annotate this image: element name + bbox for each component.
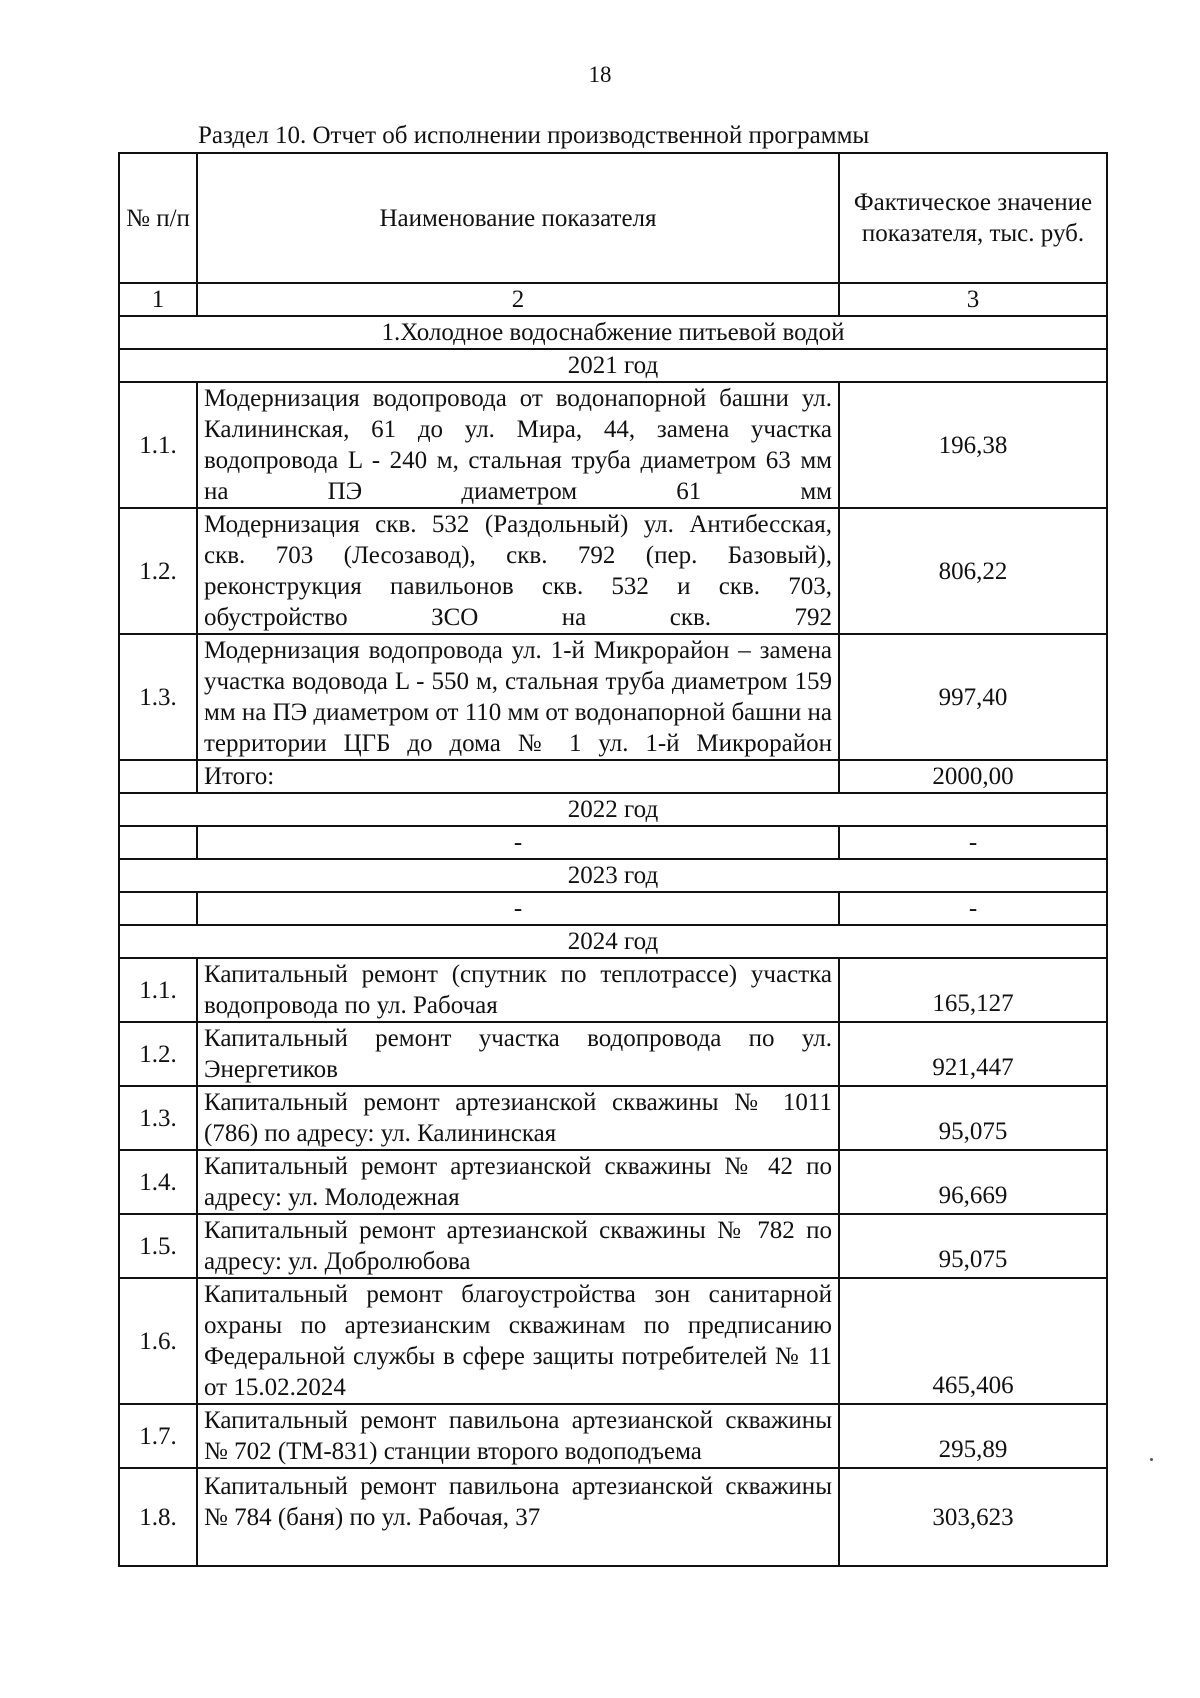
row-value: 295,89 <box>839 1404 1107 1468</box>
table-row <box>119 1150 1107 1214</box>
row-number: 1.1. <box>119 382 197 508</box>
table-row <box>119 634 1107 760</box>
row-number: 1.7. <box>119 1404 197 1468</box>
header-name-column: Наименование показателя <box>197 153 839 283</box>
row-value-dash: - <box>839 826 1107 859</box>
table-row <box>119 958 1107 1022</box>
table-row <box>119 1468 1107 1566</box>
row-number: 1.8. <box>119 1468 197 1566</box>
row-number-empty <box>119 760 197 793</box>
row-name: Капитальный ремонт павильона артезианской скважины № 702 (ТМ-831) станции второго водоподъема <box>197 1404 839 1468</box>
row-name-dash: - <box>197 892 839 925</box>
section-title: Раздел 10. Отчет об исполнении производственной программы <box>198 122 870 149</box>
row-value: 806,22 <box>839 508 1107 634</box>
scan-speck <box>1150 1458 1153 1461</box>
row-value: 921,447 <box>839 1022 1107 1086</box>
year-row-2021 <box>119 349 1107 382</box>
section-heading: 1.Холодное водоснабжение питьевой водой <box>119 316 1107 349</box>
row-value: 96,669 <box>839 1150 1107 1214</box>
row-number: 1.5. <box>119 1214 197 1278</box>
table-row <box>119 1404 1107 1468</box>
row-number: 1.3. <box>119 1086 197 1150</box>
header-value-column: Фактическое значение показателя, тыс. руб. <box>839 153 1107 283</box>
column-number-row <box>119 283 1107 316</box>
total-value: 2000,00 <box>839 760 1107 793</box>
row-name: Капитальный ремонт павильона артезианской скважины № 784 (баня) по ул. Рабочая, 37 <box>197 1468 839 1566</box>
empty-row-2022 <box>119 826 1107 859</box>
column-number-2: 2 <box>197 283 839 316</box>
row-value: 303,623 <box>839 1468 1107 1566</box>
row-name-dash: - <box>197 826 839 859</box>
table-row <box>119 382 1107 508</box>
table-row <box>119 508 1107 634</box>
year-label-2023: 2023 год <box>119 859 1107 892</box>
row-value: 196,38 <box>839 382 1107 508</box>
table-row <box>119 1086 1107 1150</box>
empty-row-2023 <box>119 892 1107 925</box>
table-row <box>119 1022 1107 1086</box>
row-name: Капитальный ремонт благоустройства зон санитарной охраны по артезианским скважинам по предписанию Федеральной службы в сфере защиты потребителей № 11 от 15.02.2024 <box>197 1278 839 1404</box>
row-number: 1.6. <box>119 1278 197 1404</box>
row-value: 465,406 <box>839 1278 1107 1404</box>
section-heading-row <box>119 316 1107 349</box>
total-label: Итого: <box>197 760 839 793</box>
row-value: 165,127 <box>839 958 1107 1022</box>
row-number: 1.1. <box>119 958 197 1022</box>
row-name: Модернизация скв. 532 (Раздольный) ул. Антибесская, скв. 703 (Лесозавод), скв. 792 (пер. Базовый), реконструкция павильонов скв. 532 и скв. 703, обустройство ЗСО на скв. 792 <box>197 508 839 634</box>
row-name: Модернизация водопровода от водонапорной башни ул. Калининская, 61 до ул. Мира, 44, замена участка водопровода L - 240 м, стальная труба диаметром 63 мм на ПЭ диаметром 61 мм <box>197 382 839 508</box>
row-name: Капитальный ремонт (спутник по теплотрассе) участка водопровода по ул. Рабочая <box>197 958 839 1022</box>
row-number: 1.4. <box>119 1150 197 1214</box>
row-number-empty <box>119 826 197 859</box>
row-value: 95,075 <box>839 1214 1107 1278</box>
row-name: Капитальный ремонт артезианской скважины № 42 по адресу: ул. Молодежная <box>197 1150 839 1214</box>
row-number: 1.2. <box>119 1022 197 1086</box>
row-name: Капитальный ремонт участка водопровода по ул. Энергетиков <box>197 1022 839 1086</box>
row-value: 997,40 <box>839 634 1107 760</box>
page-number: 18 <box>588 62 612 87</box>
row-value-dash: - <box>839 892 1107 925</box>
row-name: Капитальный ремонт артезианской скважины № 1011 (786) по адресу: ул. Калининская <box>197 1086 839 1150</box>
row-number: 1.2. <box>119 508 197 634</box>
year-label-2022: 2022 год <box>119 793 1107 826</box>
row-name: Капитальный ремонт артезианской скважины № 782 по адресу: ул. Добролюбова <box>197 1214 839 1278</box>
header-number-column: № п/п <box>119 153 197 283</box>
table-row <box>119 1278 1107 1404</box>
table-header-row <box>119 153 1107 283</box>
year-label-2024: 2024 год <box>119 925 1107 958</box>
row-number-empty <box>119 892 197 925</box>
year-label-2021: 2021 год <box>119 349 1107 382</box>
table-row <box>119 1214 1107 1278</box>
row-number: 1.3. <box>119 634 197 760</box>
report-table <box>118 152 1108 1567</box>
row-name: Модернизация водопровода ул. 1-й Микрорайон – замена участка водовода L - 550 м, стальная труба диаметром 159 мм на ПЭ диаметром от 110 мм от водонапорной башни на территории ЦГБ до дома № 1 ул. 1-й Микрорайон <box>197 634 839 760</box>
column-number-1: 1 <box>119 283 197 316</box>
year-row-2022 <box>119 793 1107 826</box>
total-row-2021 <box>119 760 1107 793</box>
column-number-3: 3 <box>839 283 1107 316</box>
year-row-2024 <box>119 925 1107 958</box>
row-value: 95,075 <box>839 1086 1107 1150</box>
year-row-2023 <box>119 859 1107 892</box>
